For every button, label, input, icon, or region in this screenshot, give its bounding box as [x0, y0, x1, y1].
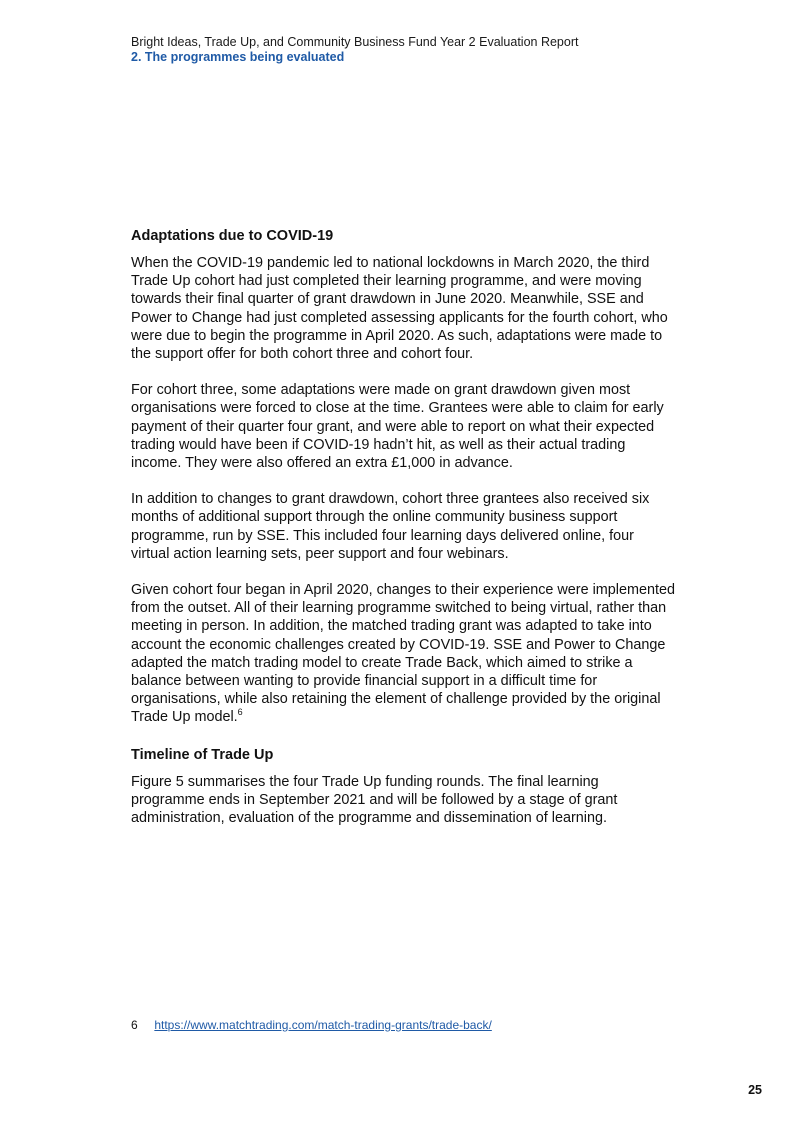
- section-label: 2. The programmes being evaluated: [131, 50, 345, 64]
- main-content: [131, 226, 676, 845]
- heading-timeline: Timeline of Trade Up: [131, 746, 274, 763]
- footnote-reference[interactable]: 6: [237, 707, 243, 718]
- paragraph-cohort-four: [131, 581, 676, 727]
- paragraph-lockdowns: When the COVID-19 pandemic led to national lockdowns in March 2020, the third Trade Up cohort had just completed their learning programme, and were moving towards their final quarter of grant drawdown in June 2020. Meanwhile, SSE and Power to Change had just completed assessing applicants for the fourth cohort, who were due to begin the programme in April 2020. As such, adaptations were made to the support offer for both cohort three and cohort four.: [131, 255, 668, 363]
- page-number: 25: [748, 1083, 762, 1097]
- paragraph-additional-support: In addition to changes to grant drawdown, cohort three grantees also received six months of additional support through the online community business support programme, run by SSE. This included four learning days delivered online, four virtual action learning sets, peer support and four webinars.: [131, 491, 650, 562]
- heading-adaptations: Adaptations due to COVID-19: [131, 228, 334, 244]
- paragraph-cohort-three: For cohort three, some adaptations were made on grant drawdown given most organisations were forced to close at the time. Grantees were able to claim for early payment of their quarter four grant, and were able to report on what their expected trading would have been if COVID-19 hadn’t hit, as well as their actual trading income. They were also offered an extra £1,000 in advance.: [131, 382, 664, 472]
- footnote-number: 6: [131, 1018, 138, 1032]
- report-title: Bright Ideas, Trade Up, and Community Business Fund Year 2 Evaluation Report: [131, 35, 579, 49]
- page-header: [131, 35, 691, 65]
- paragraph-timeline: Figure 5 summarises the four Trade Up funding rounds. The final learning programme ends in September 2021 and will be followed by a stage of grant administration, evaluation of the programme and dissemination of learning.: [131, 773, 618, 827]
- footnote: [131, 1018, 492, 1033]
- footnote-link[interactable]: https://www.matchtrading.com/match-trading-grants/trade-back/: [154, 1018, 492, 1032]
- paragraph-cohort-four-text: Given cohort four began in April 2020, changes to their experience were implemented from the outset. All of their learning programme switched to being virtual, rather than meeting in person. In addition, the matched trading grant was adapted to take into account the economic challenges created by COVID-19. SSE and Power to Change adapted the match trading model to create Trade Back, which aimed to strike a balance between wanting to provide financial support in a difficult time for organisations, while also retaining the element of challenge provided by the original Trade Up model.: [131, 582, 675, 726]
